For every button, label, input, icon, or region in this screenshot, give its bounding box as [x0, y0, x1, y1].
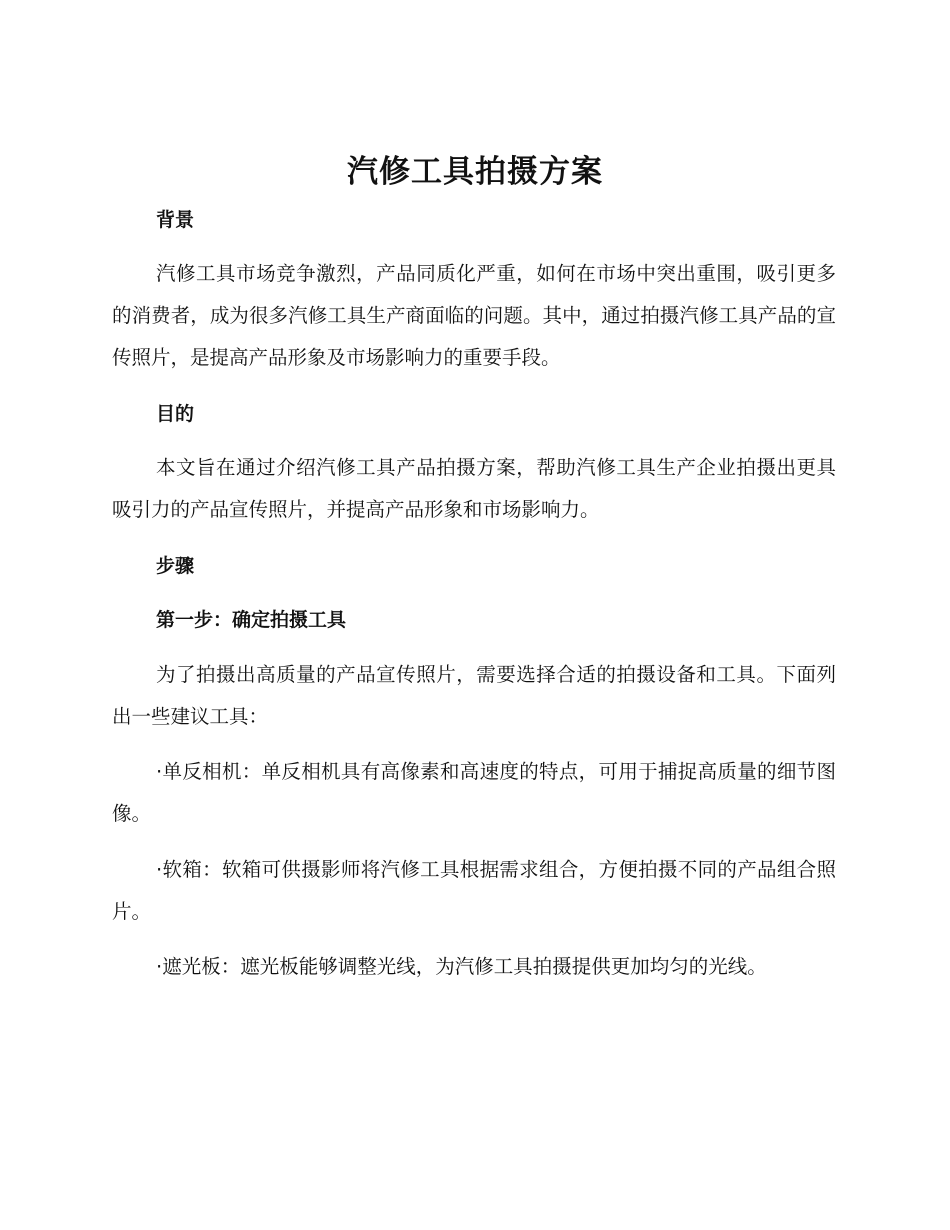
document-title: 汽修工具拍摄方案	[347, 154, 603, 190]
step1-heading: 第一步：确定拍摄工具	[156, 609, 347, 631]
purpose-paragraph: 本文旨在通过介绍汽修工具产品拍摄方案，帮助汽修工具生产企业拍摄出更具吸引力的产品宣传照片，并提高产品形象和市场影响力。	[112, 456, 836, 521]
background-paragraph: 汽修工具市场竞争激烈，产品同质化严重，如何在市场中突出重围，吸引更多的消费者，成为很多汽修工具生产商面临的问题。其中，通过拍摄汽修工具产品的宣传照片，是提高产品形象及市场影响力的重要手段。	[112, 262, 836, 369]
section-heading-background: 背景	[156, 209, 195, 231]
section-heading-steps: 步骤	[156, 555, 195, 577]
list-item-reflector: ·遮光板：遮光板能够调整光线，为汽修工具拍摄提供更加均匀的光线。	[156, 955, 767, 978]
list-item-camera: ·单反相机：单反相机具有高像素和高速度的特点，可用于捕捉高质量的细节图像。	[112, 760, 836, 825]
step1-intro-paragraph: 为了拍摄出高质量的产品宣传照片，需要选择合适的拍摄设备和工具。下面列出一些建议工具：	[112, 663, 836, 728]
section-heading-purpose: 目的	[156, 403, 195, 425]
list-item-softbox: ·软箱：软箱可供摄影师将汽修工具根据需求组合，方便拍摄不同的产品组合照片。	[112, 858, 836, 923]
